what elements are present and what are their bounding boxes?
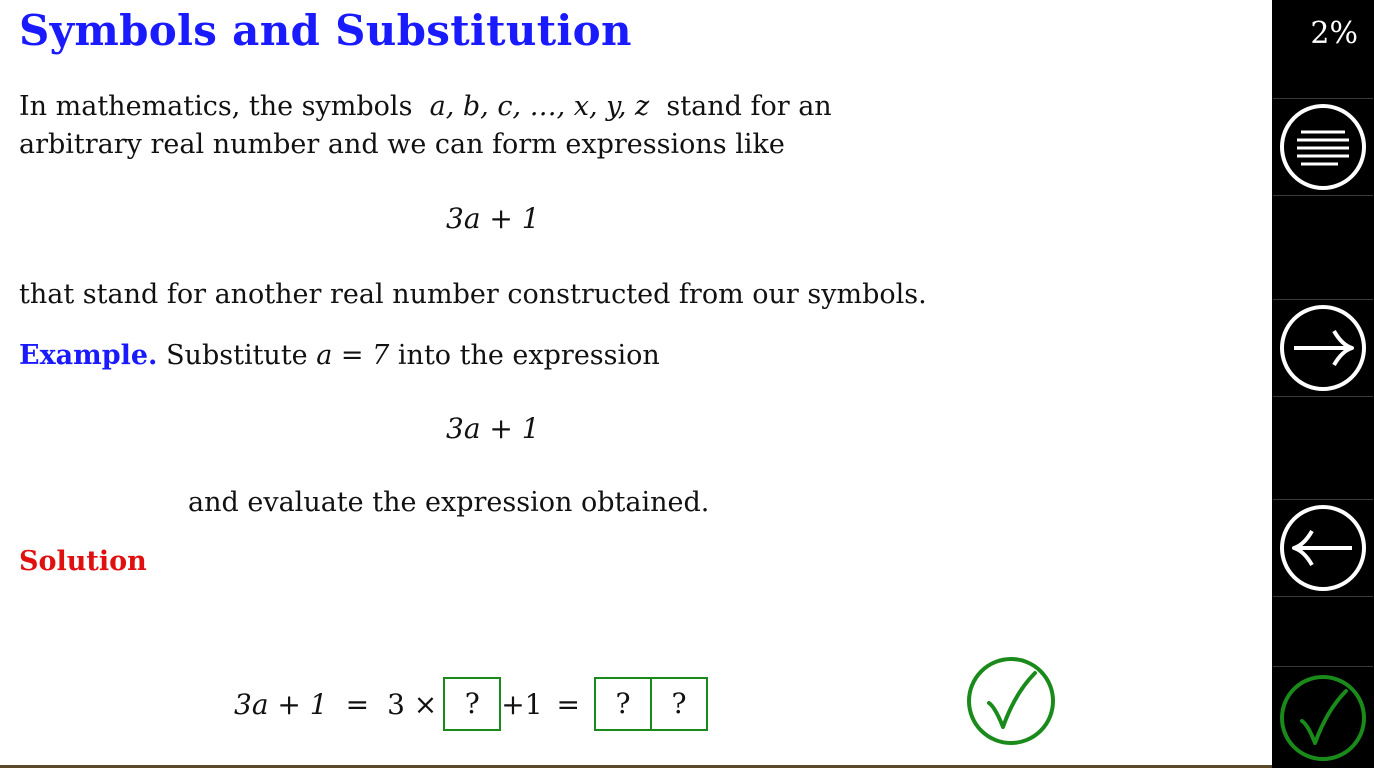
intro-line-1: [19, 88, 832, 126]
display-expression-1: 3a + 1: [446, 202, 540, 235]
solution-equation: [234, 676, 708, 732]
solution-label: Solution: [19, 546, 147, 577]
example-text-after: into the expression: [397, 340, 660, 371]
checkmark-icon: [965, 655, 1057, 747]
equals-sign-2: =: [556, 687, 580, 721]
example-text-before: Substitute: [166, 340, 308, 371]
answer-box-tens[interactable]: ?: [594, 677, 652, 731]
example-closing: and evaluate the expression obtained.: [188, 487, 710, 518]
checkmark-icon: [1278, 673, 1368, 763]
after-expression-text: that stand for another real number constructed from our symbols.: [19, 279, 927, 310]
previous-page-button[interactable]: [1273, 499, 1373, 597]
times-term: 3 ×: [387, 687, 438, 721]
intro-text-before: In mathematics, the symbols: [19, 91, 413, 122]
check-answer-button[interactable]: [965, 655, 1057, 747]
next-page-button[interactable]: [1273, 299, 1373, 397]
navigation-sidebar: [1272, 0, 1374, 768]
check-all-button[interactable]: [1273, 666, 1373, 768]
equals-sign-1: =: [345, 687, 370, 721]
answer-box-a[interactable]: ?: [443, 677, 501, 731]
arrow-right-icon: [1278, 303, 1368, 393]
plus-one-term: +1: [501, 687, 543, 721]
intro-text-after: stand for an: [666, 91, 832, 122]
solution-lhs: 3a + 1: [234, 687, 328, 721]
progress-percent: 2%: [1310, 16, 1358, 51]
example-substitution: a = 7: [316, 340, 390, 371]
example-label: Example.: [19, 340, 158, 371]
example-line: [19, 337, 660, 375]
symbols-list: a, b, c, …, x, y, z: [429, 91, 650, 122]
menu-button[interactable]: [1273, 98, 1373, 196]
page-title: Symbols and Substitution: [19, 6, 632, 55]
answer-box-units[interactable]: ?: [650, 677, 708, 731]
arrow-left-icon: [1278, 503, 1368, 593]
menu-icon: [1278, 102, 1368, 192]
intro-line-2: arbitrary real number and we can form expressions like: [19, 129, 785, 160]
display-expression-2: 3a + 1: [446, 412, 540, 445]
